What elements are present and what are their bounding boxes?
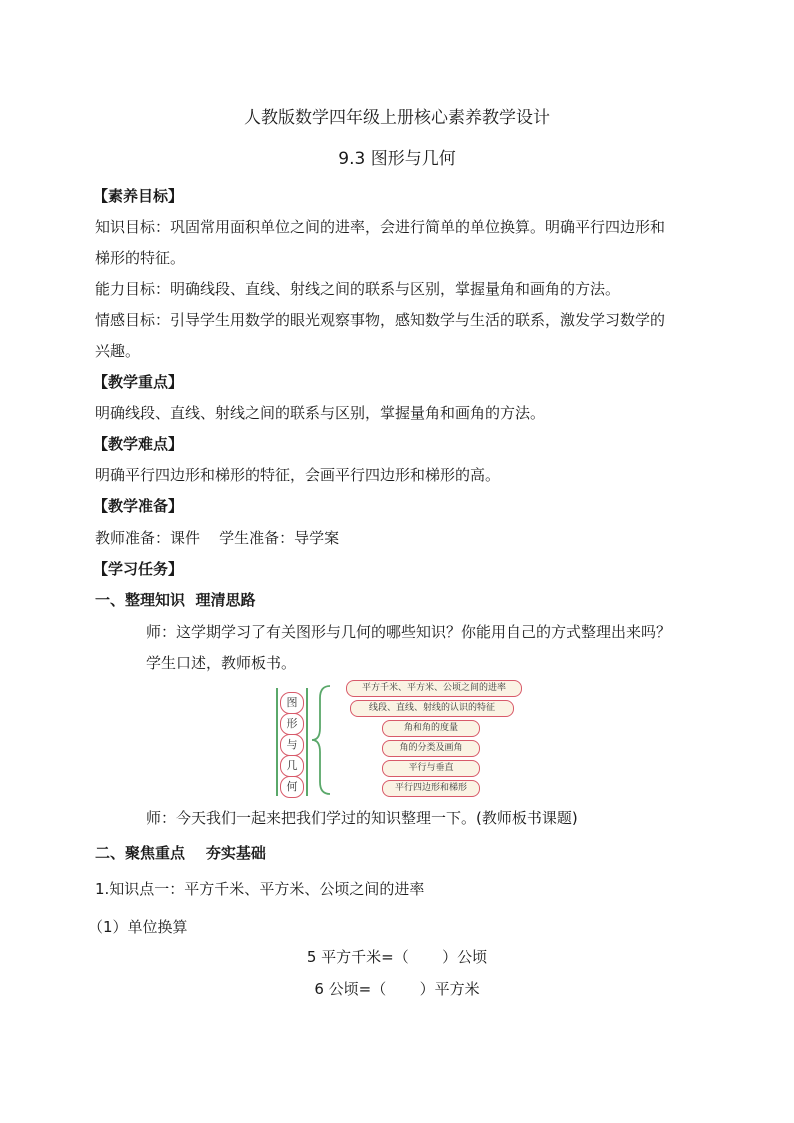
difficulty-text: 明确平行四边形和梯形的特征，会画平行四边形和梯形的高。 (95, 466, 501, 484)
point1-heading: 1.知识点一：平方千米、平方米、公顷之间的进率 (95, 880, 425, 898)
sub1-heading: （1）单位换算 (88, 918, 188, 936)
diagram-item: 线段、直线、射线的认识的特征 (350, 700, 514, 717)
topic-char: 何 (280, 776, 304, 798)
part1-student-note: 学生口述，教师板书。 (146, 654, 297, 672)
equation-2: 6 公顷=（ ）平方米 (314, 980, 480, 998)
diagram-item: 平行四边形和梯形 (382, 780, 480, 797)
document-title: 人教版数学四年级上册核心素养教学设计 (244, 108, 550, 128)
goal-knowledge-line2: 梯形的特征。 (95, 249, 186, 267)
diagram-item: 平行与垂直 (382, 760, 480, 777)
part2-heading: 二、聚焦重点 夯实基础 (95, 844, 266, 862)
topic-char: 几 (280, 755, 304, 777)
key-heading: 【教学重点】 (93, 373, 184, 391)
topic-char: 与 (280, 734, 304, 756)
goals-heading: 【素养目标】 (93, 187, 184, 205)
goal-emotion-line2: 兴趣。 (95, 342, 141, 360)
task-heading: 【学习任务】 (93, 560, 184, 578)
part1-teacher-question: 师：这学期学习了有关图形与几何的哪些知识？你能用自己的方式整理出来吗？ (146, 623, 672, 641)
diagram-item: 角和角的度量 (382, 720, 480, 737)
difficulty-heading: 【教学难点】 (93, 435, 184, 453)
key-text: 明确线段、直线、射线之间的联系与区别，掌握量角和画角的方法。 (95, 404, 546, 422)
lesson-subtitle: 9.3 图形与几何 (338, 149, 456, 169)
goal-ability: 能力目标：明确线段、直线、射线之间的联系与区别，掌握量角和画角的方法。 (95, 280, 621, 298)
part1-heading: 一、整理知识 理清思路 (95, 591, 256, 609)
prep-text: 教师准备：课件 学生准备：导学案 (95, 529, 340, 547)
goal-emotion-line1: 情感目标：引导学生用数学的眼光观察事物，感知数学与生活的联系，激发学习数学的 (95, 311, 666, 329)
diagram-item: 角的分类及画角 (382, 740, 480, 757)
goal-knowledge-line1: 知识目标：巩固常用面积单位之间的进率，会进行简单的单位换算。明确平行四边形和 (95, 218, 666, 236)
topic-column (276, 688, 308, 796)
knowledge-diagram (270, 680, 530, 800)
equation-1: 5 平方千米=（ ）公顷 (306, 948, 488, 966)
curly-brace (310, 684, 336, 796)
diagram-item: 平方千米、平方米、公顷之间的进率 (346, 680, 522, 697)
topic-char: 图 (280, 692, 304, 714)
prep-heading: 【教学准备】 (93, 497, 184, 515)
part1-summary: 师：今天我们一起来把我们学过的知识整理一下。(教师板书课题) (146, 809, 578, 827)
topic-char: 形 (280, 713, 304, 735)
